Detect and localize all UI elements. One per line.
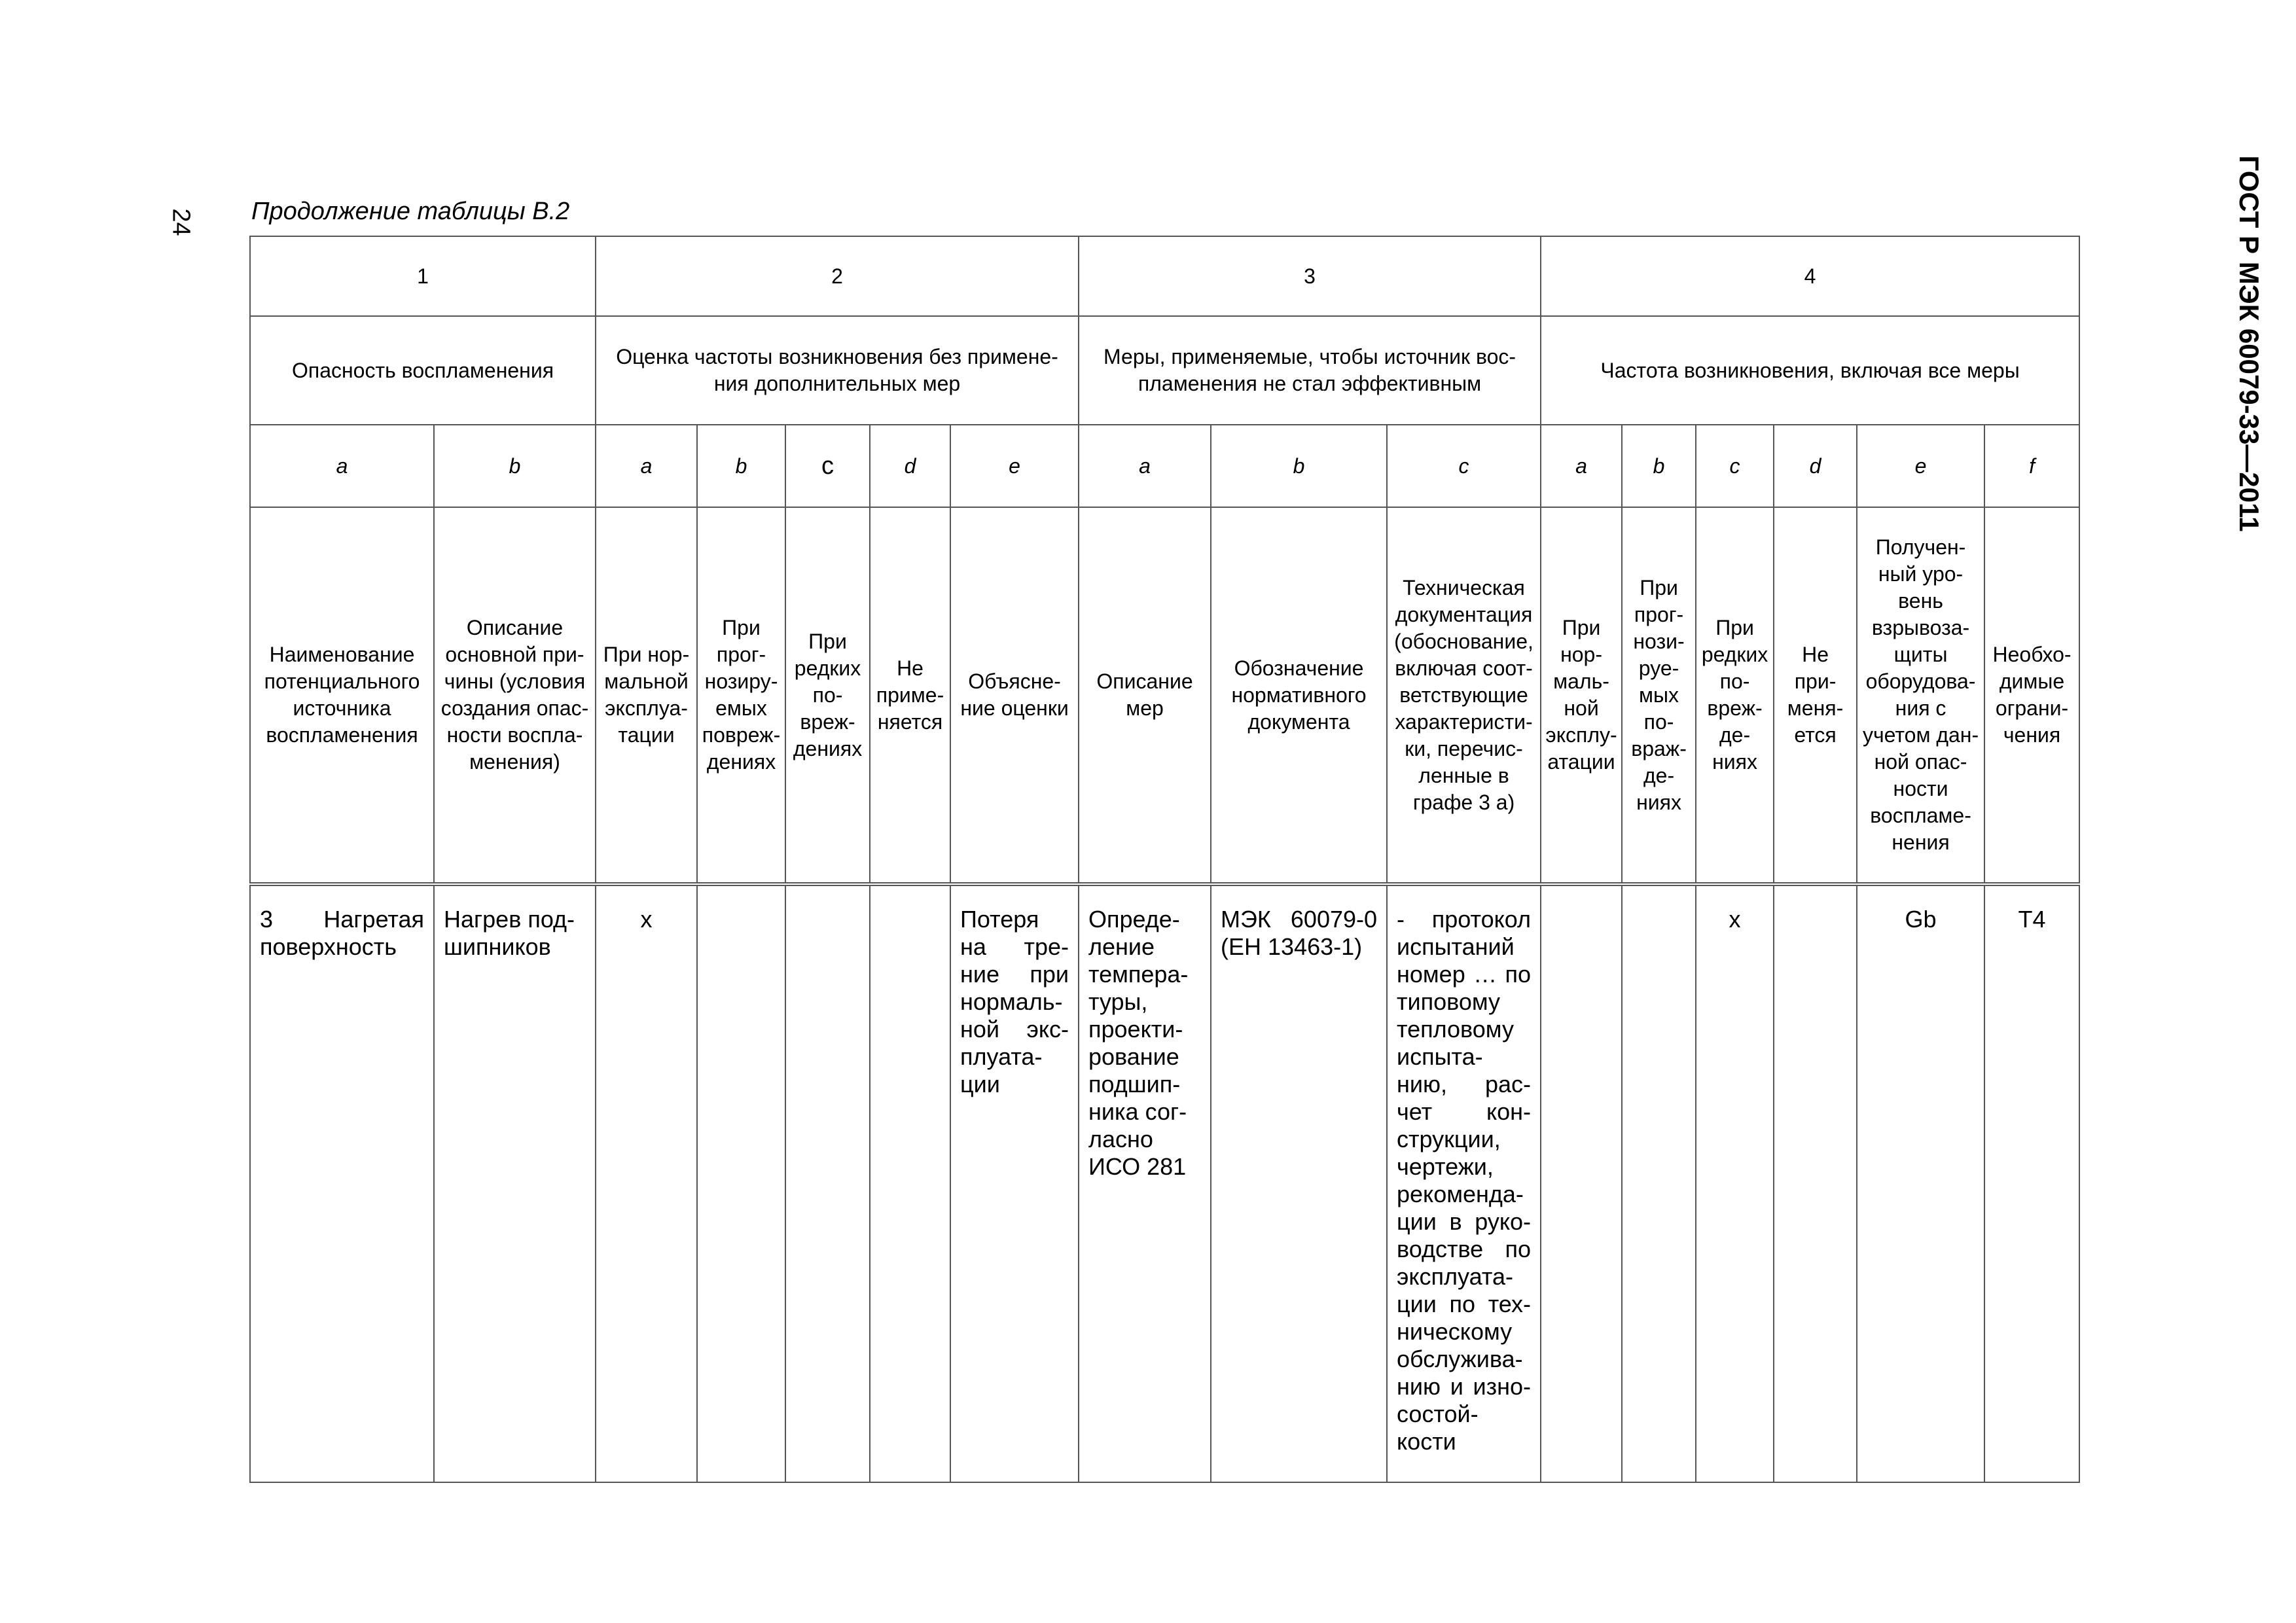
sub-letter-row [250, 425, 2079, 507]
column-description-row [250, 507, 2079, 884]
sub-letter: a [250, 425, 434, 507]
column-description: При нор-мальной эксплуа-тации [596, 507, 697, 884]
not-applicable-cell [870, 884, 950, 1482]
normal-operation-cell [1541, 884, 1622, 1482]
column-number: 3 [1079, 236, 1541, 316]
column-description: Получен-ный уро-вень взрывоза-щиты оборудова-ния с учетом дан-ной опас-ности воспламе-нения [1857, 507, 1984, 884]
group-title-measures: Меры, применяемые, чтобы источник вос-пламенения не стал эффективным [1079, 316, 1541, 425]
normal-operation-mark-cell: x [596, 884, 697, 1482]
technical-documentation-cell: - протокол испытаний номер … по типовому тепловому испыта-нию, рас-чет кон-струкции, чертежи, рекоменда-ции в руко-водстве по эксплуата-ции по тех-ническому обслужива-нию и изно-состой-кости [1387, 884, 1541, 1482]
normative-document-cell: МЭК 60079-0 (ЕН 13463-1) [1211, 884, 1387, 1482]
table-continuation-caption: Продолжение таблицы В.2 [251, 198, 570, 225]
column-number: 4 [1541, 236, 2079, 316]
page-number: 24 [167, 208, 195, 236]
group-title-frequency-without-measures: Оценка частоты возникновения без примене-ния дополнительных мер [596, 316, 1079, 425]
sub-letter: b [697, 425, 785, 507]
sub-letter: a [1079, 425, 1211, 507]
sub-letter: a [596, 425, 697, 507]
sub-letter: e [950, 425, 1079, 507]
expected-malfunction-cell-2 [1622, 884, 1696, 1482]
column-description: При нор-маль-ной эксплу-атации [1541, 507, 1622, 884]
sub-letter: d [1774, 425, 1857, 507]
column-description: Описание основной при-чины (условия создания опас-ности воспла-менения) [434, 507, 596, 884]
rare-malfunction-mark-cell: x [1696, 884, 1774, 1482]
sub-letter: d [870, 425, 950, 507]
sub-letter: c [1387, 425, 1541, 507]
group-title-row [250, 316, 2079, 425]
hazard-table [249, 236, 2080, 1483]
column-description: Описание мер [1079, 507, 1211, 884]
column-description: Наименование потенциального источника воспламенения [250, 507, 434, 884]
column-number: 2 [596, 236, 1079, 316]
cause-description-cell: Нагрев под-шипников [434, 884, 596, 1482]
expected-malfunction-cell [697, 884, 785, 1482]
sub-letter: a [1541, 425, 1622, 507]
ignition-source-name-cell: 3 Нагретая поверхность [250, 884, 434, 1482]
column-description: При редких по-вреж-де-ниях [1696, 507, 1774, 884]
rare-malfunction-cell [785, 884, 870, 1482]
column-description: Техническая документация (обоснование, включая соот-ветствующие характеристи-ки, перечис-ленные в графе 3 а) [1387, 507, 1541, 884]
not-applicable-cell-2 [1774, 884, 1857, 1482]
column-description: При прог-нозиру-емых повреж-дениях [697, 507, 785, 884]
sub-letter: b [434, 425, 596, 507]
group-title-ignition-hazard: Опасность воспламенения [250, 316, 596, 425]
protection-level-cell: Gb [1857, 884, 1984, 1482]
column-description: При прог-нози-руе-мых по-враж-де-ниях [1622, 507, 1696, 884]
limitations-cell: T4 [1984, 884, 2079, 1482]
sub-letter: b [1622, 425, 1696, 507]
table-row [250, 884, 2079, 1482]
sub-letter: b [1211, 425, 1387, 507]
column-description: Объясне-ние оценки [950, 507, 1079, 884]
sub-letter: e [1857, 425, 1984, 507]
group-title-frequency-with-measures: Частота возникновения, включая все меры [1541, 316, 2079, 425]
sub-letter: c [785, 425, 870, 507]
column-description: Не приме-няется [870, 507, 950, 884]
column-description: Обозначение нормативного документа [1211, 507, 1387, 884]
standard-code: ГОСТ Р МЭК 60079-33—2011 [2234, 155, 2265, 532]
assessment-explanation-cell: Потеря на тре-ние при нормаль-ной экс-плуата-ции [950, 884, 1079, 1482]
column-description: Не при-меня-ется [1774, 507, 1857, 884]
column-description: Необхо-димые ограни-чения [1984, 507, 2079, 884]
sub-letter: f [1984, 425, 2079, 507]
column-number-row [250, 236, 2079, 316]
measures-description-cell: Опреде-ление темпера-туры, проекти-рование подшип-ника сог-ласно ИСО 281 [1079, 884, 1211, 1482]
sub-letter: c [1696, 425, 1774, 507]
column-description: При редких по-вреж-дениях [785, 507, 870, 884]
column-number: 1 [250, 236, 596, 316]
